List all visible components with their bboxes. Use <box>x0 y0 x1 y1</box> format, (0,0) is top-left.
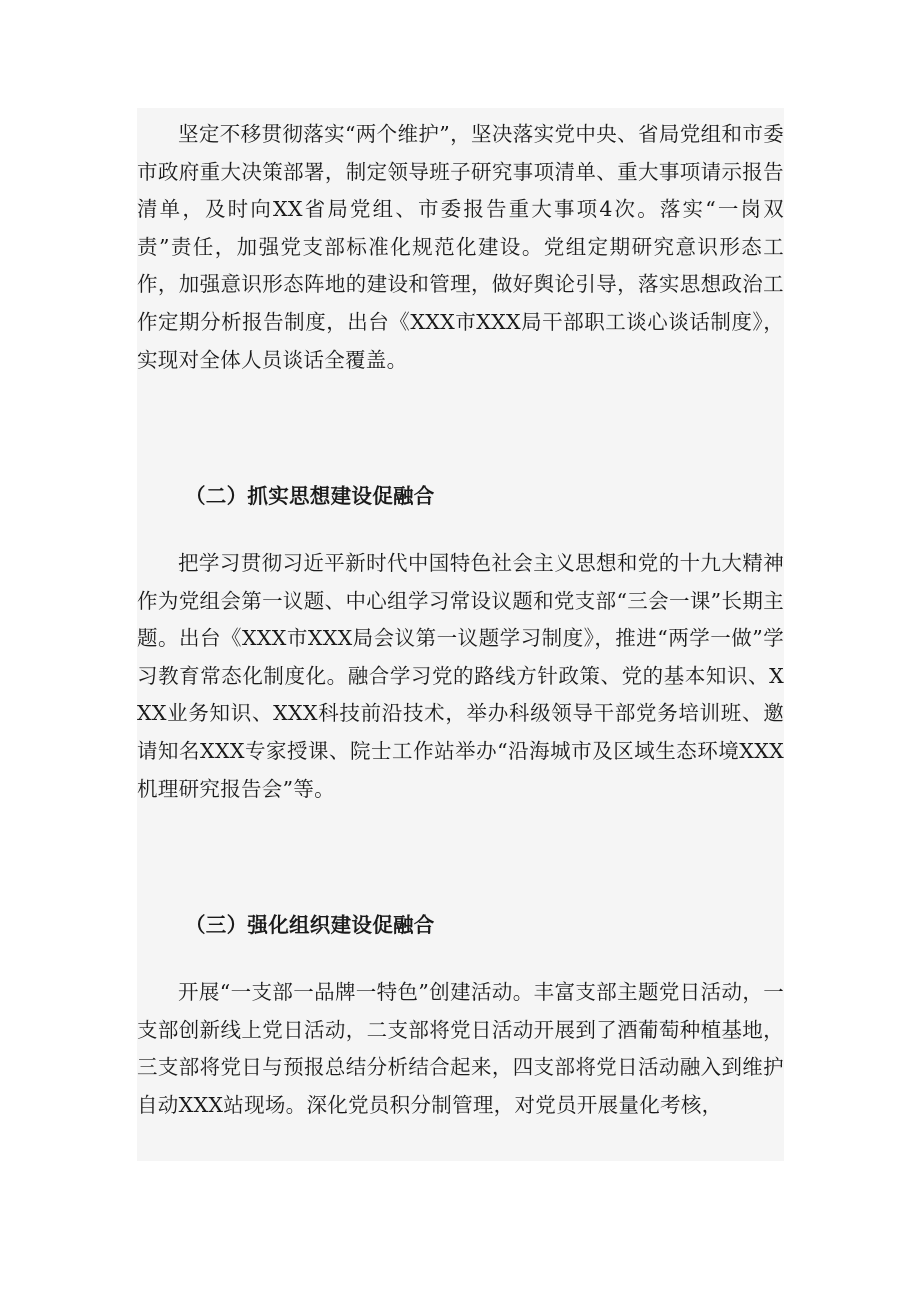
paragraph-ideological-building: 把学习贯彻习近平新时代中国特色社会主义思想和党的十九大精神作为党组会第一议题、中心组学习常设议题和党支部“三会一课”长期主题。出台《XXX市XXX局会议第一议题学习制度》，推进“两学一做”学习教育常态化制度化。融合学习党的路线方针政策、党的基本知识、XXX业务知识、XXX科技前沿技术，举办科级领导干部党务培训班、邀请知名XXX专家授课、院士工作站举办“沿海城市及区域生态环境XXX机理研究报告会”等。 <box>137 551 784 801</box>
paragraph-organizational-building: 开展“一支部一品牌一特色”创建活动。丰富支部主题党日活动，一支部创新线上党日活动，二支部将党日活动开展到了酒葡萄种植基地，三支部将党日与预报总结分析结合起来，四支部将党日活动融入到维护自动XXX站现场。深化党员积分制管理，对党员开展量化考核， <box>137 980 784 1117</box>
section-heading-organizational-building: （三）强化组织建设促融合 <box>185 913 435 937</box>
section-heading-ideological-building: （二）抓实思想建设促融合 <box>185 484 435 508</box>
paragraph-two-safeguards: 坚定不移贯彻落实“两个维护”，坚决落实党中央、省局党组和市委市政府重大决策部署，制定领导班子研究事项清单、重大事项请示报告清单，及时向XX省局党组、市委报告重大事项4次。落实“一岗双责”责任，加强党支部标准化规范化建设。党组定期研究意识形态工作，加强意识形态阵地的建设和管理，做好舆论引导，落实思想政治工作定期分析报告制度，出台《XXX市XXX局干部职工谈心谈话制度》，实现对全体人员谈话全覆盖。 <box>137 122 784 372</box>
document-page <box>137 108 784 1161</box>
